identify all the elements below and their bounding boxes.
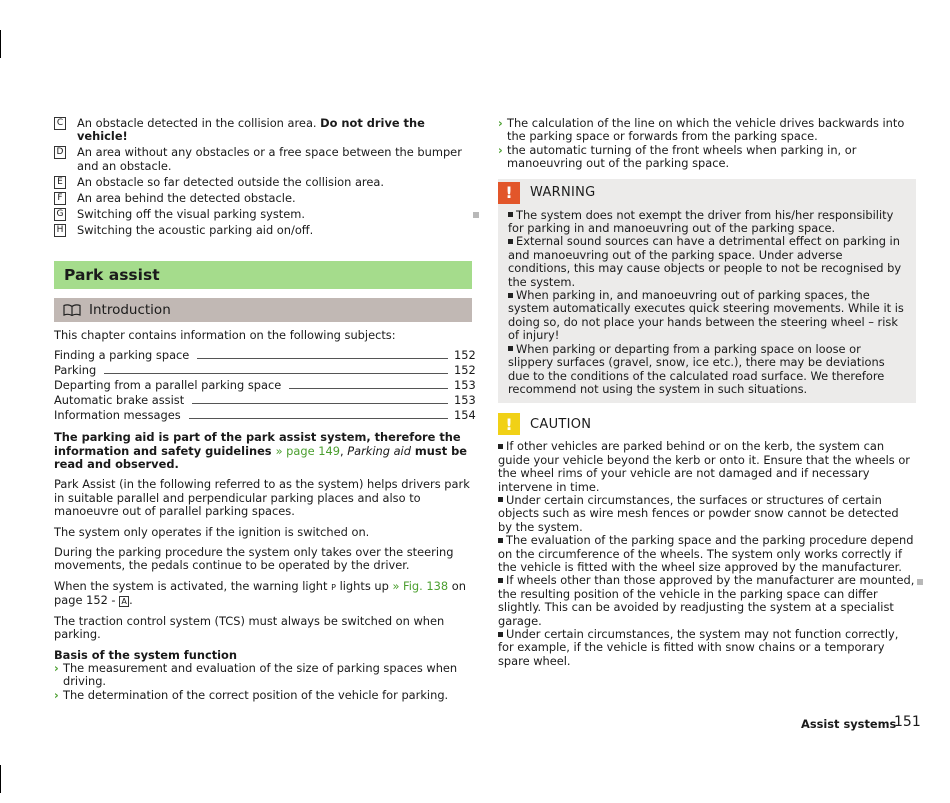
list-text: The measurement and evaluation of the size of parking spaces when driving. (63, 660, 458, 689)
warning-title: WARNING (530, 184, 596, 200)
toc-label: Information messages (54, 408, 181, 423)
note-italic: Parking aid (347, 443, 411, 458)
safety-note (54, 431, 472, 471)
toc-page: 152 (454, 348, 476, 363)
legend-text: An area behind the detected obstacle. (77, 190, 296, 205)
legend-item-g (54, 208, 472, 221)
arrow-icon: › (54, 660, 59, 675)
paragraph-system: Park Assist (in the following referred to as the system) helps drivers park in suitable parallel and perpendicular parking places and also to manoeuvre out of parallel parking spaces. (54, 477, 470, 519)
legend-item-f (54, 192, 472, 205)
crop-mark-top (0, 30, 1, 58)
list-item (54, 689, 472, 702)
paragraph-pedals: During the parking procedure the system only takes over the steering movements, the pedals continue to be operated by the driver. (54, 545, 454, 573)
note-sep: , (339, 443, 348, 458)
list-item (54, 662, 472, 689)
toc-entry[interactable] (54, 348, 476, 364)
warning-item: External sound sources can have a detrimental effect on parking in and manoeuvring out of the parking space. Under adverse conditions, this may cause objects or people to not be recognised by the system. (508, 234, 902, 289)
text: When the system is activated, the warning light (54, 578, 332, 593)
legend-item-c (54, 117, 472, 144)
arrow-icon: › (54, 687, 59, 702)
page-number: 151 (894, 714, 921, 730)
legend-bold: Do not drive the vehicle! (77, 116, 425, 144)
legend-text: Switching off the visual parking system. (77, 206, 305, 221)
legend-item-h (54, 224, 472, 237)
letter-box: H (54, 224, 66, 237)
legend-list (54, 117, 472, 237)
note-text: The parking aid is part of the park assist system, therefore the information and safety guidelines (54, 430, 461, 458)
caution-item: The evaluation of the parking space and the parking procedure depend on the circumference of the wheels. The system only works correctly if the vehicle is fitted with the wheel size approved by the manufacturer. (498, 533, 914, 574)
intro-text: This chapter contains information on the following subjects: (54, 327, 396, 342)
caution-item: Under certain circumstances, the system may not function correctly, for example, if the vehicle is fitted with snow chains or a temporary spare wheel. (498, 627, 899, 668)
caution-body (498, 435, 916, 668)
arrow-icon: › (498, 116, 503, 130)
paragraph-tcs: The traction control system (TCS) must always be switched on when parking. (54, 613, 445, 642)
letter-box: D (54, 146, 66, 159)
section-heading: Park assist (54, 261, 472, 289)
caution-item: If wheels other than those approved by the manufacturer are mounted, the resulting position of the vehicle in the parking space can differ slightly. This can be avoided by readjusting the system at a specialist garage. (498, 573, 915, 628)
toc-page: 153 (454, 378, 476, 393)
toc-entry[interactable] (54, 408, 476, 424)
left-column (54, 116, 476, 702)
list-text: The determination of the correct position of the vehicle for parking. (63, 687, 449, 702)
caution-item: Under certain circumstances, the surfaces or structures of certain objects such as wire mesh fences or powder snow cannot be detected by the system. (498, 492, 899, 534)
toc-page: 154 (454, 408, 476, 423)
legend-text: An obstacle detected in the collision area. (77, 116, 321, 130)
text: lights up (335, 578, 393, 593)
intro-heading-bar (54, 298, 472, 322)
toc-entry[interactable] (54, 393, 476, 409)
toc-label: Finding a parking space (54, 348, 190, 363)
list-text: The calculation of the line on which the vehicle drives backwards into the parking space or forwards from the parking space. (507, 116, 905, 144)
list-text: the automatic turning of the front wheels when parking in, or manoeuvring out of the parking space. (507, 142, 857, 171)
letter-box: A (119, 596, 129, 607)
paragraph-warning-light (54, 580, 472, 608)
warning-item: The system does not exempt the driver from his/her responsibility for parking in and manoeuvring out of the parking space. (508, 207, 894, 236)
letter-box: G (54, 208, 66, 221)
toc-page: 152 (454, 363, 476, 378)
note-text-end: must be read and observed. (54, 443, 467, 472)
warning-icon: ! (498, 182, 520, 204)
toc-entry[interactable] (54, 363, 476, 379)
figure-link[interactable]: » Fig. 138 (392, 578, 449, 593)
toc-label: Parking (54, 363, 97, 378)
basis-heading: Basis of the system function (54, 647, 237, 662)
section-end-mark (917, 579, 923, 585)
intro-heading: Introduction (89, 301, 171, 318)
warning-item: When parking in, and manoeuvring out of parking spaces, the system automatically executes quick steering movements. While it is doing so, do not place your hands between the steering wheel – risk of injury! (508, 288, 904, 343)
caution-title: CAUTION (530, 416, 592, 432)
caution-icon: ! (498, 413, 520, 435)
legend-item-e (54, 176, 472, 189)
letter-box: C (54, 117, 66, 130)
warning-header (498, 179, 916, 204)
toc-label: Automatic brake assist (54, 393, 185, 408)
warning-body (498, 204, 916, 397)
caution-item: If other vehicles are parked behind or on the kerb, the system can guide your vehicle beyond the kerb or onto it. Ensure that the wheels or the wheel rims of your vehicle are not damaged and if necessary intervene in time. (498, 439, 910, 494)
legend-text: An area without any obstacles or a free space between the bumper and an obstacle. (77, 145, 462, 173)
list-item (498, 144, 916, 171)
warning-item: When parking or departing from a parking space on loose or slippery surfaces (gravel, snow, ice etc.), there may be deviations due to the conditions of the calculated road surface. We therefore recommend not using the system in such situations. (508, 341, 885, 396)
letter-box: E (54, 176, 66, 189)
crop-mark-bottom (0, 765, 1, 793)
letter-box: F (54, 192, 66, 205)
park-assist-icon: P (331, 582, 336, 592)
arrow-icon: › (498, 142, 503, 157)
warning-box (498, 179, 916, 404)
footer-section: Assist systems (801, 717, 897, 731)
toc-entry[interactable] (54, 378, 476, 394)
text: on page 152 - (54, 578, 466, 608)
legend-text: Switching the acoustic parking aid on/off. (77, 222, 314, 237)
toc-label: Departing from a parallel parking space (54, 378, 282, 393)
list-item (498, 117, 916, 144)
caution-header (498, 413, 916, 435)
paragraph-ignition: The system only operates if the ignition is switched on. (54, 524, 370, 539)
legend-text: An obstacle so far detected outside the collision area. (77, 174, 384, 189)
table-of-contents (54, 348, 476, 424)
toc-page: 153 (454, 393, 476, 408)
section-end-mark (473, 212, 479, 218)
text: . (129, 593, 133, 608)
page-link[interactable]: » page 149 (275, 443, 340, 458)
book-icon (63, 304, 81, 316)
legend-item-d (54, 146, 472, 173)
right-column (498, 117, 916, 668)
